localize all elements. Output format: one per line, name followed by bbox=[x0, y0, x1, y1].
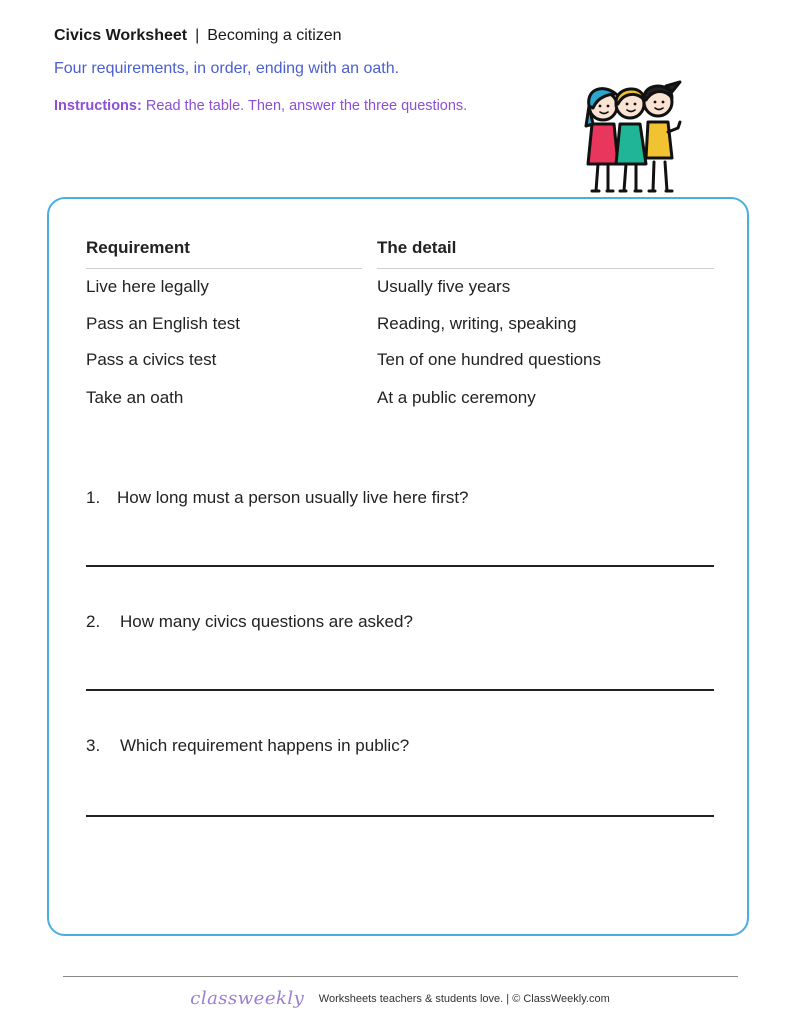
table-header-requirement: Requirement bbox=[86, 238, 190, 257]
worksheet-title: Civics Worksheet bbox=[54, 27, 188, 44]
answer-line-2[interactable] bbox=[86, 689, 714, 691]
header-divider bbox=[377, 268, 714, 269]
instructions-lead: Instructions: bbox=[54, 98, 142, 114]
table-cell-detail: Reading, writing, speaking bbox=[377, 314, 577, 333]
three-kids-icon bbox=[574, 78, 696, 196]
table-cell-requirement: Pass an English test bbox=[86, 314, 241, 333]
question-number: 3. bbox=[86, 736, 101, 755]
footer bbox=[0, 988, 800, 1009]
question-1 bbox=[86, 488, 469, 508]
question-2 bbox=[86, 612, 413, 632]
instructions-text: Read the table. Then, answer the three questions. bbox=[145, 98, 468, 114]
footer-divider bbox=[63, 976, 738, 977]
table-cell-requirement: Pass a civics test bbox=[86, 350, 217, 369]
header-separator: | bbox=[195, 27, 200, 44]
question-text: How long must a person usually live here first? bbox=[117, 488, 469, 507]
table-cell-detail: Usually five years bbox=[377, 277, 511, 296]
question-number: 2. bbox=[86, 612, 101, 631]
worksheet-header bbox=[54, 26, 342, 46]
header-divider bbox=[86, 268, 362, 269]
question-number: 1. bbox=[86, 488, 101, 507]
question-text: How many civics questions are asked? bbox=[120, 612, 413, 631]
footer-tagline: Worksheets teachers & students love. | © ClassWeekly.com bbox=[318, 992, 610, 1005]
instructions bbox=[54, 98, 467, 114]
table-cell-detail: Ten of one hundred questions bbox=[377, 350, 602, 369]
question-text: Which requirement happens in public? bbox=[120, 736, 410, 755]
answer-line-1[interactable] bbox=[86, 565, 714, 567]
table-cell-requirement: Take an oath bbox=[86, 388, 184, 407]
answer-line-3[interactable] bbox=[86, 815, 714, 817]
table-cell-detail: At a public ceremony bbox=[377, 388, 536, 407]
worksheet-subtitle: Four requirements, in order, ending with an oath. bbox=[54, 60, 400, 77]
question-3 bbox=[86, 736, 409, 756]
brand-logo: classweekly bbox=[190, 988, 305, 1009]
table-cell-requirement: Live here legally bbox=[86, 277, 209, 296]
worksheet-topic: Becoming a citizen bbox=[207, 27, 342, 44]
worksheet-card bbox=[47, 197, 749, 936]
table-header-detail: The detail bbox=[377, 238, 457, 257]
